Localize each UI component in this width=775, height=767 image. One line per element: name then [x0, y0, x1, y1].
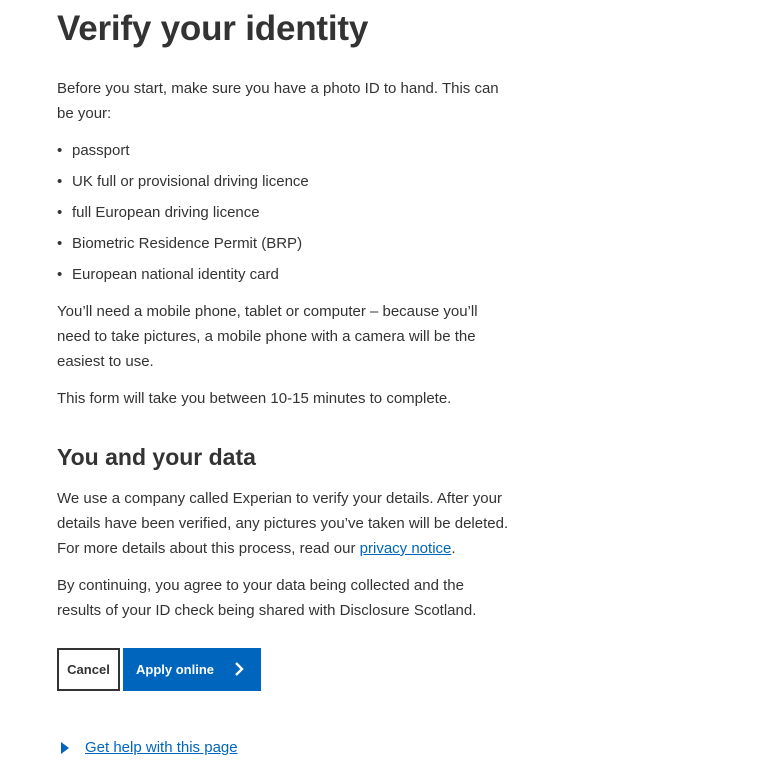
get-help-link[interactable]: Get help with this page — [85, 739, 238, 756]
experian-text: We use a company called Experian to verify your details. After your details have been verified, any pictures you’ve taken will be deleted. For more details about this process, read our privacy notice. — [57, 490, 509, 557]
triangle-right-icon[interactable] — [60, 741, 70, 755]
consent-text: By continuing, you agree to your data being collected and the results of your ID check being shared with Disclosure Scotland. — [57, 577, 477, 619]
apply-online-label: Apply online — [136, 662, 214, 677]
intro-text: Before you start, make sure you have a photo ID to hand. This can be your: — [57, 80, 499, 122]
bullet-icon: • — [57, 204, 63, 221]
chevron-right-icon — [231, 661, 247, 677]
privacy-notice-link[interactable]: privacy notice — [359, 540, 452, 557]
bullet-icon: • — [57, 142, 63, 159]
apply-online-button[interactable] — [123, 648, 261, 691]
device-text: You’ll need a mobile phone, tablet or computer – because you’ll need to take pictures, a mobile phone with a camera will be the easiest to use. — [57, 303, 478, 370]
list-item: • Biometric Residence Permit (BRP) — [57, 231, 512, 256]
cancel-button[interactable]: Cancel — [57, 648, 120, 691]
bullet-icon: • — [57, 235, 63, 252]
time-text: This form will take you between 10-15 minutes to complete. — [57, 390, 452, 407]
page-title: Verify your identity — [57, 9, 369, 48]
list-item: • European national identity card — [57, 262, 512, 287]
bullet-icon: • — [57, 266, 63, 283]
section-heading-data: You and your data — [57, 444, 256, 470]
photo-id-list — [57, 138, 512, 293]
list-item: • passport — [57, 138, 512, 163]
bullet-icon: • — [57, 173, 63, 190]
help-section — [57, 738, 238, 758]
list-item: • full European driving licence — [57, 200, 512, 225]
list-item: • UK full or provisional driving licence — [57, 169, 512, 194]
